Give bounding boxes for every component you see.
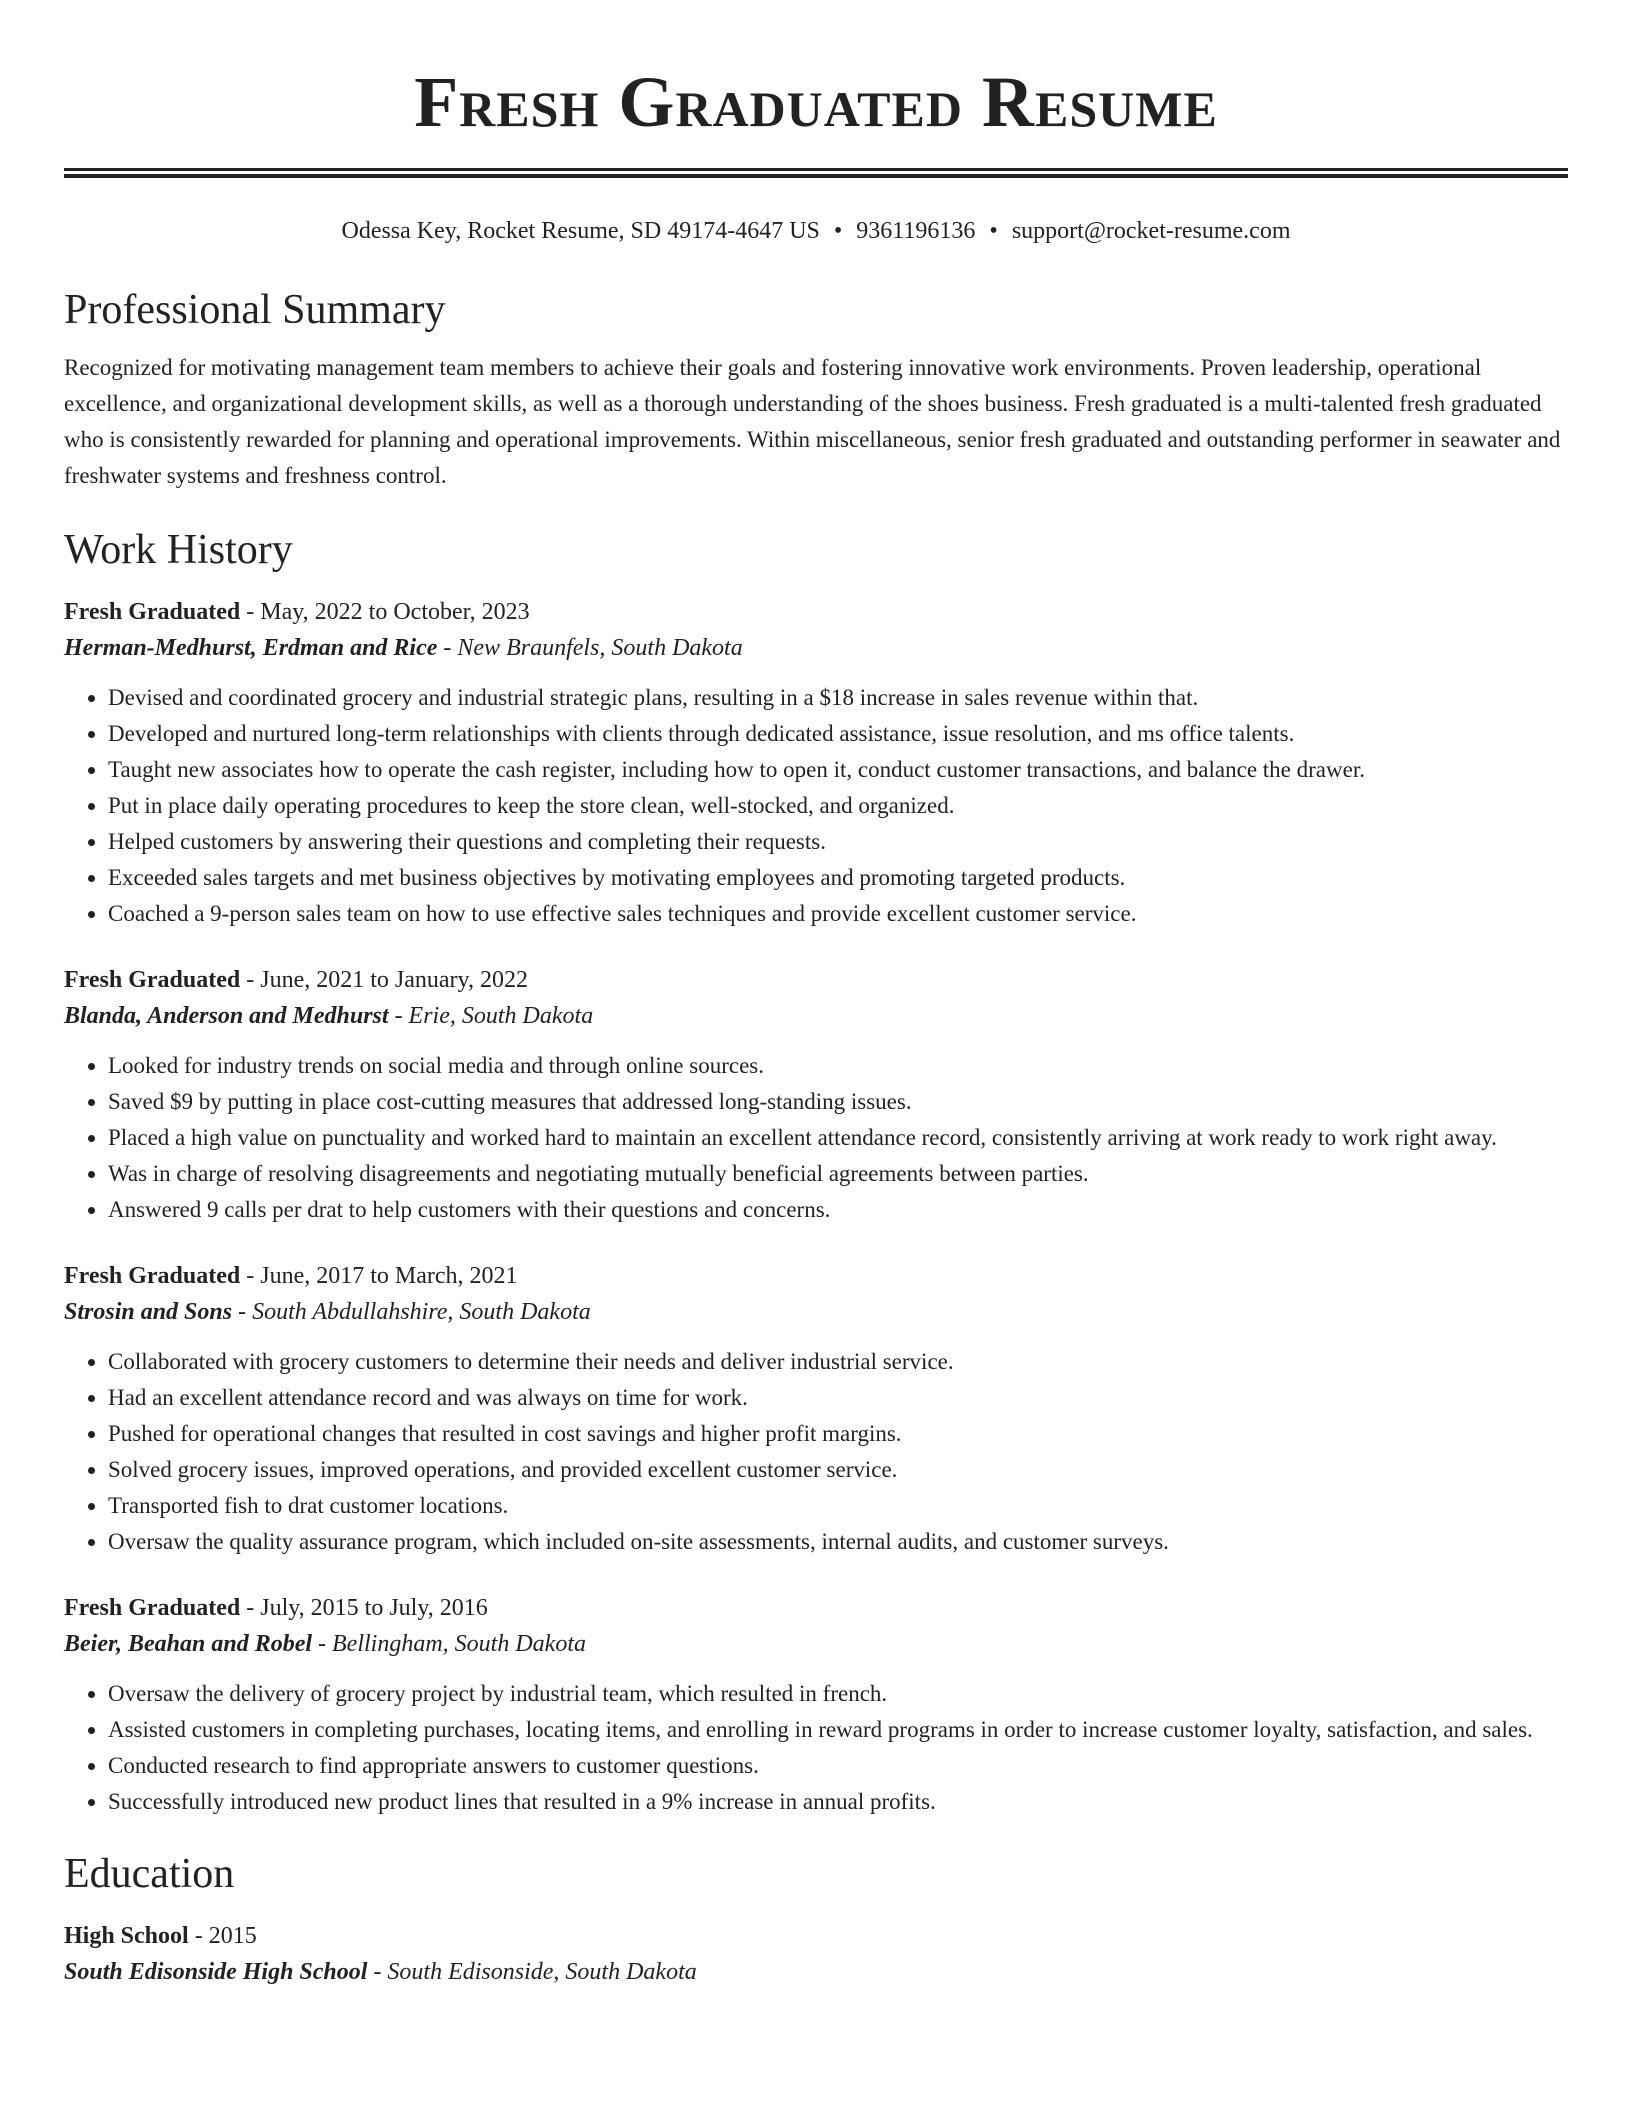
job-title-line bbox=[64, 594, 1568, 630]
title-divider bbox=[64, 168, 1568, 178]
job-duty: • Devised and coordinated grocery and industrial strategic plans, resulting in a $18 increase in sales revenue within that. bbox=[108, 680, 1568, 716]
job-title-line bbox=[64, 1590, 1568, 1626]
education-school-line bbox=[64, 1954, 1568, 1990]
job-duty: • Oversaw the quality assurance program, which included on-site assessments, internal audits, and customer surveys. bbox=[108, 1524, 1568, 1560]
job-role: Fresh Graduated bbox=[64, 1263, 241, 1289]
job-duties-list bbox=[64, 1344, 1568, 1560]
resume-title: Fresh Graduated Resume bbox=[414, 62, 1218, 142]
job-dates: - July, 2015 to July, 2016 bbox=[240, 1595, 488, 1621]
work-history-heading: Work History bbox=[64, 527, 293, 573]
job-duty: • Exceeded sales targets and met business objectives by motivating employees and promoting targeted products. bbox=[108, 860, 1568, 896]
job-dates: - June, 2017 to March, 2021 bbox=[240, 1263, 518, 1289]
contact-separator: • bbox=[989, 218, 998, 244]
job-dates: - June, 2021 to January, 2022 bbox=[240, 967, 528, 993]
job-title-line bbox=[64, 962, 1568, 998]
contact-address: Odessa Key, Rocket Resume, SD 49174-4647 US bbox=[341, 218, 820, 244]
job-duties-list bbox=[64, 1048, 1568, 1228]
job-duty: • Solved grocery issues, improved operations, and provided excellent customer service. bbox=[108, 1452, 1568, 1488]
job-location: - Erie, South Dakota bbox=[388, 1003, 594, 1029]
job-company: Herman-Medhurst, Erdman and Rice bbox=[64, 635, 438, 661]
job-duty: • Transported fish to drat customer locations. bbox=[108, 1488, 1568, 1524]
job-duty: • Pushed for operational changes that resulted in cost savings and higher profit margins. bbox=[108, 1416, 1568, 1452]
education-school: South Edisonside High School bbox=[64, 1959, 368, 1985]
job-duty: • Placed a high value on punctuality and worked hard to maintain an excellent attendance record, consistently arriving at work ready to work right away. bbox=[108, 1120, 1568, 1156]
job-duty: • Was in charge of resolving disagreements and negotiating mutually beneficial agreements between parties. bbox=[108, 1156, 1568, 1192]
education-degree: High School bbox=[64, 1923, 189, 1949]
job-role: Fresh Graduated bbox=[64, 967, 241, 993]
job-company: Blanda, Anderson and Medhurst bbox=[64, 1003, 389, 1029]
job-company: Beier, Beahan and Robel bbox=[64, 1631, 313, 1657]
job-entry bbox=[64, 1258, 1568, 1560]
job-duty: • Conducted research to find appropriate answers to customer questions. bbox=[108, 1748, 1568, 1784]
job-location: - Bellingham, South Dakota bbox=[312, 1631, 586, 1657]
job-entry bbox=[64, 594, 1568, 932]
job-entry bbox=[64, 962, 1568, 1228]
summary-text: Recognized for motivating management team members to achieve their goals and fostering innovative work environments. Proven leadership, operational excellence, and organizational development skills, as well as a thorough understanding of the shoes business. Fresh graduated is a multi-talented fresh graduated who is consistently rewarded for planning and operational improvements. Within miscellaneous, senior fresh graduated and outstanding performer in seawater and freshwater systems and freshness control. bbox=[64, 355, 1561, 488]
job-duty: • Taught new associates how to operate the cash register, including how to open it, conduct customer transactions, and balance the drawer. bbox=[108, 752, 1568, 788]
job-duty: • Oversaw the delivery of grocery project by industrial team, which resulted in french. bbox=[108, 1676, 1568, 1712]
job-company-line bbox=[64, 1294, 1568, 1330]
job-duty: • Collaborated with grocery customers to determine their needs and deliver industrial service. bbox=[108, 1344, 1568, 1380]
job-location: - New Braunfels, South Dakota bbox=[437, 635, 743, 661]
job-company-line bbox=[64, 630, 1568, 666]
education-entry bbox=[64, 1918, 1568, 1990]
contact-email[interactable]: support@rocket-resume.com bbox=[1011, 218, 1291, 244]
job-company-line bbox=[64, 998, 1568, 1034]
job-duties-list bbox=[64, 680, 1568, 932]
summary-heading: Professional Summary bbox=[64, 287, 446, 333]
contact-separator: • bbox=[833, 218, 843, 244]
job-duty: • Answered 9 calls per drat to help customers with their questions and concerns. bbox=[108, 1192, 1568, 1228]
job-company-line bbox=[64, 1626, 1568, 1662]
job-duty: • Had an excellent attendance record and was always on time for work. bbox=[108, 1380, 1568, 1416]
contact-phone: 9361196136 bbox=[856, 218, 976, 244]
job-title-line bbox=[64, 1258, 1568, 1294]
job-duty: • Coached a 9-person sales team on how to use effective sales techniques and provide excellent customer service. bbox=[108, 896, 1568, 932]
contact-line bbox=[64, 216, 1568, 246]
job-duty: • Developed and nurtured long-term relationships with clients through dedicated assistance, issue resolution, and ms office talents. bbox=[108, 716, 1568, 752]
job-entry bbox=[64, 1590, 1568, 1820]
job-location: - South Abdullahshire, South Dakota bbox=[232, 1299, 591, 1325]
job-duty: • Helped customers by answering their questions and completing their requests. bbox=[108, 824, 1568, 860]
job-role: Fresh Graduated bbox=[64, 599, 241, 625]
job-duty: • Saved $9 by putting in place cost-cutting measures that addressed long-standing issues. bbox=[108, 1084, 1568, 1120]
job-duty: • Looked for industry trends on social media and through online sources. bbox=[108, 1048, 1568, 1084]
job-dates: - May, 2022 to October, 2023 bbox=[240, 599, 530, 625]
education-location: - South Edisonside, South Dakota bbox=[367, 1959, 697, 1985]
education-heading: Education bbox=[64, 1851, 235, 1897]
education-degree-line bbox=[64, 1918, 1568, 1954]
job-duty: • Assisted customers in completing purchases, locating items, and enrolling in reward programs in order to increase customer loyalty, satisfaction, and sales. bbox=[108, 1712, 1568, 1748]
job-duties-list bbox=[64, 1676, 1568, 1820]
job-duty: • Successfully introduced new product lines that resulted in a 9% increase in annual profits. bbox=[108, 1784, 1568, 1820]
job-company: Strosin and Sons bbox=[64, 1299, 233, 1325]
job-role: Fresh Graduated bbox=[64, 1595, 241, 1621]
job-duty: • Put in place daily operating procedures to keep the store clean, well-stocked, and organized. bbox=[108, 788, 1568, 824]
education-year: - 2015 bbox=[188, 1923, 257, 1949]
